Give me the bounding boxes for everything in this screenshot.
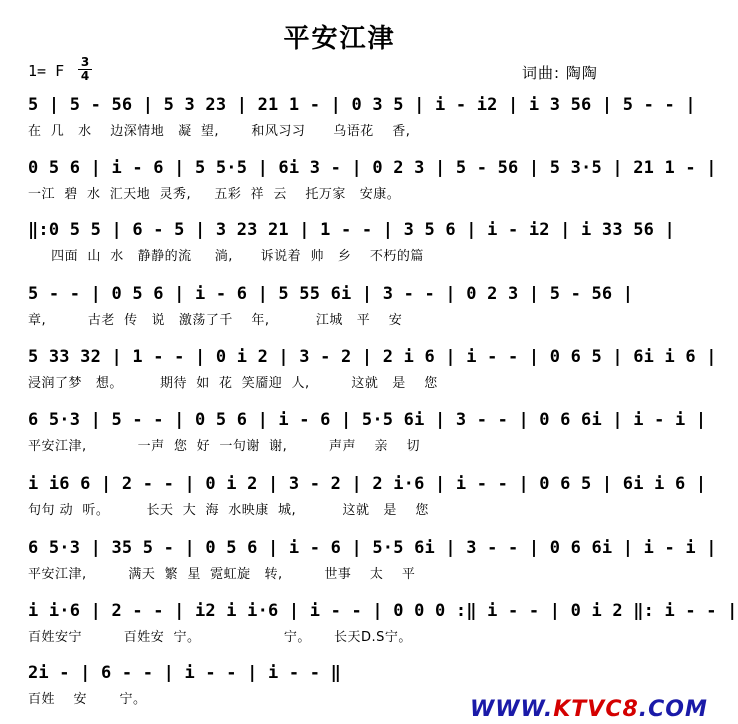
song-title: 平安江津: [283, 24, 396, 54]
notation-row-9: i i·6 | 2 - - | i2 i i·6 | i - - | 0 0 0 :‖ i - - | 0 i 2 ‖: i - - |: [28, 601, 738, 621]
notation-row-3: ‖:0 5 5 | 6 - 5 | 3 23 21 | 1 - - | 3 5 6 | i - i2 | i 33 56 |: [28, 220, 675, 240]
notation-row-8: 6 5·3 | 35 5 - | 0 5 6 | i - 6 | 5·5 6i | 3 - - | 0 6 6i | i - i |: [28, 538, 717, 558]
notation-row-10: 2i - | 6 - - | i - - | i - - ‖: [28, 663, 342, 683]
notation-row-1: 5 | 5 - 56 | 5 3 23 | 21 1 - | 0 3 5 | i - i2 | i 3 56 | 5 - - |: [28, 95, 696, 115]
notation-row-6: 6 5·3 | 5 - - | 0 5 6 | i - 6 | 5·5 6i | 3 - - | 0 6 6i | i - i |: [28, 410, 707, 430]
time-signature-bottom: 4: [78, 69, 92, 83]
notation-row-7: i i6 6 | 2 - - | 0 i 2 | 3 - 2 | 2 i·6 | i - - | 0 6 5 | 6i i 6 |: [28, 474, 707, 494]
site-watermark: [470, 697, 708, 722]
key-signature: 1= F: [28, 62, 65, 80]
lyric-row-8: 平安江津, 满天 繁 星 霓虹旋 转, 世事 太 平: [28, 567, 416, 582]
lyric-row-6: 平安江津, 一声 您 好 一句谢 谢, 声声 亲 切: [28, 439, 421, 454]
notation-row-5: 5 33 32 | 1 - - | 0 i 2 | 3 - 2 | 2 i 6 | i - - | 0 6 5 | 6i i 6 |: [28, 347, 717, 367]
notation-row-2: 0 5 6 | i - 6 | 5 5·5 | 6i 3 - | 0 2 3 | 5 - 56 | 5 3·5 | 21 1 - |: [28, 158, 717, 178]
lyric-row-1: 在 几 水 边深情地 凝 望, 和风习习 乌语花 香,: [28, 124, 411, 139]
lyric-row-2: 一江 碧 水 汇天地 灵秀, 五彩 祥 云 托万家 安康。: [28, 187, 401, 202]
watermark-brand: KTVC8: [553, 697, 639, 722]
watermark-prefix: WWW.: [470, 697, 554, 722]
lyric-row-10: 百姓 安 宁。: [28, 692, 147, 707]
lyric-row-3: 四面 山 水 静静的流 淌, 诉说着 帅 乡 不朽的篇: [28, 249, 424, 264]
time-signature-top: 3: [80, 55, 90, 69]
credit: 词曲: 陶陶: [522, 64, 598, 82]
lyric-row-4: 章, 古老 传 说 激荡了千 年, 江城 平 安: [28, 313, 403, 328]
watermark-suffix: .COM: [638, 697, 708, 722]
lyric-row-5: 浸润了梦 想。 期待 如 花 笑靥迎 人, 这就 是 您: [28, 376, 438, 391]
notation-row-4: 5 - - | 0 5 6 | i - 6 | 5 55 6i | 3 - - | 0 2 3 | 5 - 56 |: [28, 284, 634, 304]
time-signature: [78, 56, 92, 83]
lyric-row-9: 百姓安宁 百姓安 宁。 宁。 长天D.S宁。: [28, 630, 412, 645]
lyric-row-7: 句句 动 听。 长天 大 海 水映康 城, 这就 是 您: [28, 503, 429, 518]
